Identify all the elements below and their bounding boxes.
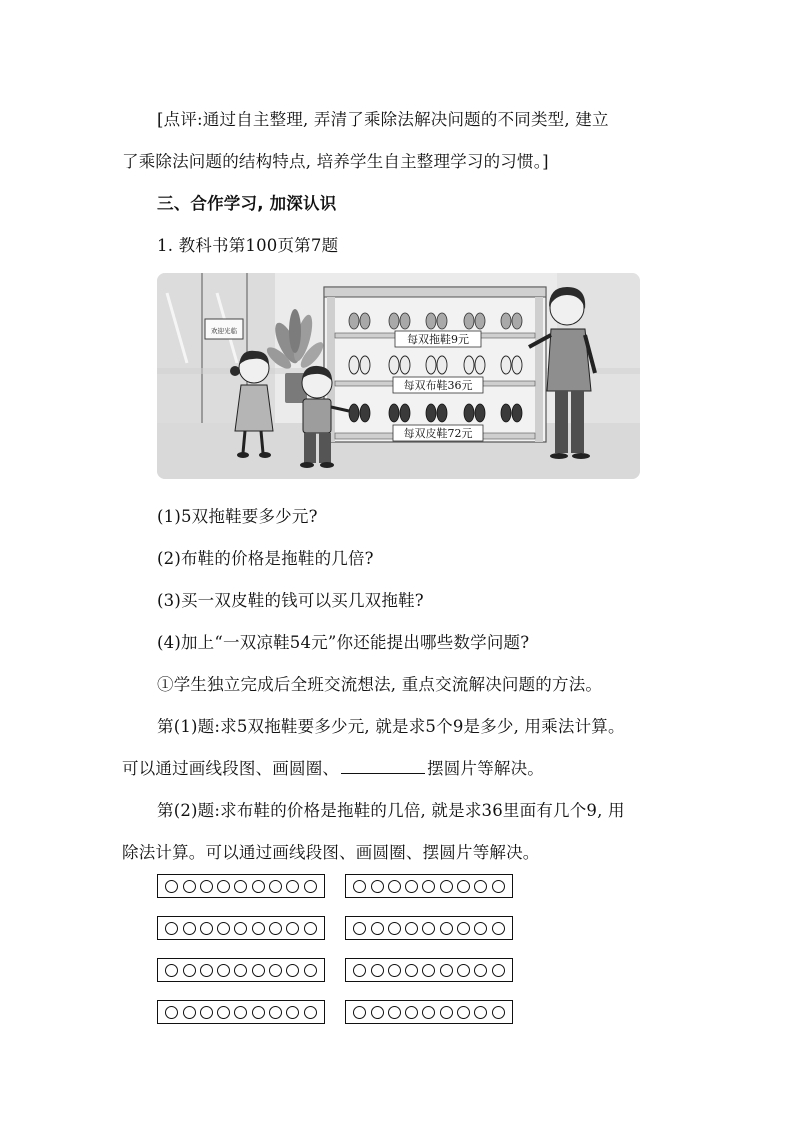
shoe-shelf (324, 287, 546, 442)
circle-icon (252, 880, 265, 893)
shoe-store-illustration (157, 273, 640, 479)
circle-icon (217, 922, 230, 935)
circle-group-box (157, 1000, 325, 1024)
circle-icon (165, 922, 178, 935)
circle-icon (183, 964, 196, 977)
circle-icon (492, 922, 505, 935)
circle-icon (440, 1006, 453, 1019)
circle-icon (286, 880, 299, 893)
circle-icon (200, 922, 213, 935)
circle-icon (492, 880, 505, 893)
circle-icon (457, 964, 470, 977)
circle-icon (286, 1006, 299, 1019)
circle-icon (165, 1006, 178, 1019)
circle-icon (405, 1006, 418, 1019)
circle-icon (457, 922, 470, 935)
circle-icon (440, 880, 453, 893)
question-1: (1)5双拖鞋要多少元? (157, 507, 318, 526)
circle-icon (304, 1006, 317, 1019)
circle-icon (474, 880, 487, 893)
circle-icon (405, 922, 418, 935)
circle-icon (304, 964, 317, 977)
circle-group-box (157, 958, 325, 982)
q2-explanation-line-2: 除法计算。可以通过画线段图、画圆圈、摆圆片等解决。 (122, 843, 540, 862)
circle-icon (234, 880, 247, 893)
q1-explanation-before-blank: 可以通过画线段图、画圆圈、 (122, 759, 340, 778)
q2-explanation-line-1: 第(2)题:求布鞋的价格是拖鞋的几倍, 就是求36里面有几个9, 用 (157, 801, 625, 820)
circle-icon (183, 922, 196, 935)
exercise-title: 1. 教科书第100页第7题 (157, 236, 339, 255)
circle-icon (457, 1006, 470, 1019)
circle-icon (286, 922, 299, 935)
circle-group-box (345, 874, 513, 898)
circle-icon (165, 880, 178, 893)
circle-icon (304, 922, 317, 935)
price-label-slippers: 每双拖鞋9元 (407, 333, 469, 346)
circle-group-box (345, 916, 513, 940)
welcome-sign-text: 欢迎光临 (211, 327, 237, 335)
circle-icon (269, 964, 282, 977)
question-4: (4)加上“一双凉鞋54元”你还能提出哪些数学问题? (157, 633, 530, 652)
circle-icon (422, 1006, 435, 1019)
circle-icon (217, 880, 230, 893)
circle-icon (371, 922, 384, 935)
circle-icon (269, 1006, 282, 1019)
circle-icon (252, 964, 265, 977)
circle-icon (353, 964, 366, 977)
comment-line-2: 了乘除法问题的结构特点, 培养学生自主整理学习的习惯。] (122, 152, 549, 171)
circle-group-box (345, 1000, 513, 1024)
circle-icon (252, 1006, 265, 1019)
circle-icon (200, 964, 213, 977)
circle-icon (371, 964, 384, 977)
circle-icon (217, 964, 230, 977)
circle-icon (353, 922, 366, 935)
circle-icon (492, 1006, 505, 1019)
circle-icon (440, 964, 453, 977)
circle-icon (269, 880, 282, 893)
circle-icon (422, 922, 435, 935)
circle-icon (422, 880, 435, 893)
circle-icon (200, 1006, 213, 1019)
circle-icon (492, 964, 505, 977)
price-label-leather-shoes: 每双皮鞋72元 (403, 427, 473, 440)
circle-icon (234, 922, 247, 935)
circle-group-box (157, 916, 325, 940)
circle-icon (269, 922, 282, 935)
circle-icon (474, 922, 487, 935)
circle-icon (388, 1006, 401, 1019)
fill-in-blank[interactable] (341, 759, 425, 774)
circle-icon (234, 1006, 247, 1019)
circle-icon (371, 880, 384, 893)
circle-icon (457, 880, 470, 893)
circle-icon (388, 880, 401, 893)
circle-icon (440, 922, 453, 935)
step-1-text: ①学生独立完成后全班交流想法, 重点交流解决问题的方法。 (157, 675, 603, 694)
circle-icon (474, 1006, 487, 1019)
circle-group-box (157, 874, 325, 898)
circle-icon (200, 880, 213, 893)
circle-icon (422, 964, 435, 977)
question-2: (2)布鞋的价格是拖鞋的几倍? (157, 549, 374, 568)
circle-icon (474, 964, 487, 977)
q1-explanation-line-2 (122, 755, 544, 779)
circle-icon (304, 880, 317, 893)
price-label-cloth-shoes: 每双布鞋36元 (403, 379, 473, 392)
section-heading: 三、合作学习, 加深认识 (157, 194, 337, 213)
circle-icon (183, 1006, 196, 1019)
comment-line-1: [点评:通过自主整理, 弄清了乘除法解决问题的不同类型, 建立 (157, 110, 609, 129)
question-3: (3)买一双皮鞋的钱可以买几双拖鞋? (157, 591, 424, 610)
circle-icon (252, 922, 265, 935)
circle-icon (371, 1006, 384, 1019)
circle-icon (353, 880, 366, 893)
circle-icon (405, 880, 418, 893)
circle-icon (388, 922, 401, 935)
q1-explanation-line-1: 第(1)题:求5双拖鞋要多少元, 就是求5个9是多少, 用乘法计算。 (157, 717, 625, 736)
circle-icon (388, 964, 401, 977)
circle-icon (405, 964, 418, 977)
q1-explanation-after-blank: 摆圆片等解决。 (427, 759, 545, 778)
circle-icon (183, 880, 196, 893)
circle-group-box (345, 958, 513, 982)
circle-icon (353, 1006, 366, 1019)
circle-icon (165, 964, 178, 977)
circle-icon (217, 1006, 230, 1019)
circle-icon (286, 964, 299, 977)
circle-icon (234, 964, 247, 977)
